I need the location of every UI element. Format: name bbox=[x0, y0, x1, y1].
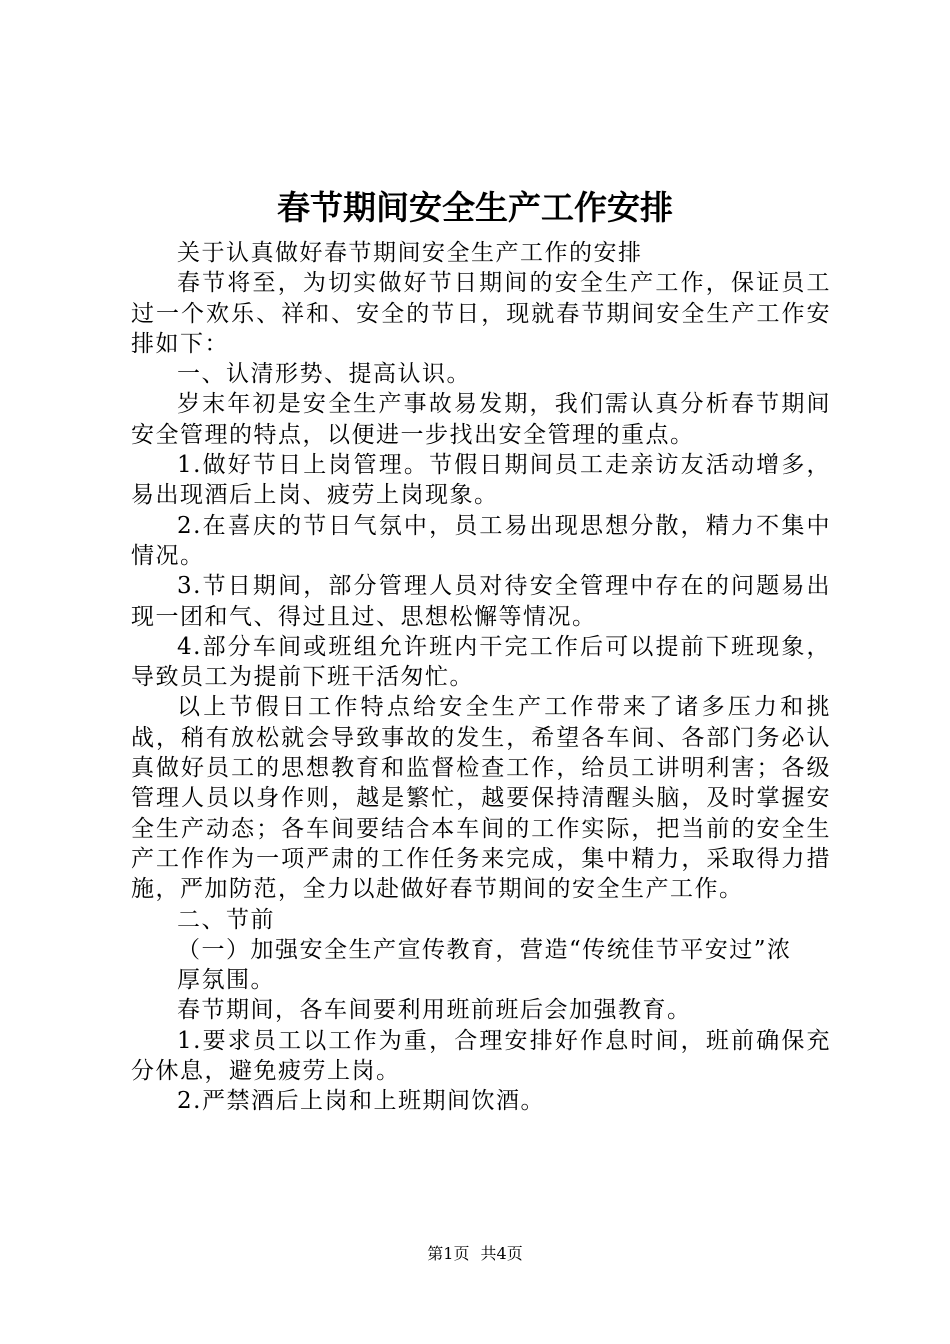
list-item: 2.严禁酒后上岗和上班期间饮酒。 bbox=[177, 1088, 545, 1115]
page-total: 共4页 bbox=[480, 1244, 523, 1263]
document-body bbox=[131, 238, 831, 1117]
intro-paragraph: 春节将至，为切实做好节日期间的安全生产工作，保证员工过一个欢乐、祥和、安全的节日，现就春节期间安全生产工作安排如下： bbox=[131, 270, 831, 357]
subsection-heading: （一）加强安全生产宣传教育，营造“传统佳节平安过”浓 bbox=[177, 936, 792, 963]
section-heading-1: 一、认清形势、提高认识。 bbox=[177, 361, 471, 388]
list-item: 3.节日期间，部分管理人员对待安全管理中存在的问题易出现一团和气、得过且过、思想松懈等情况。 bbox=[131, 573, 831, 630]
list-item: 1.做好节日上岗管理。节假日期间员工走亲访友活动增多，易出现酒后上岗、疲劳上岗现象。 bbox=[131, 452, 831, 509]
list-item: 2.在喜庆的节日气氛中，员工易出现思想分散，精力不集中情况。 bbox=[131, 512, 831, 569]
paragraph: 以上节假日工作特点给安全生产工作带来了诸多压力和挑战，稍有放松就会导致事故的发生，希望各车间、各部门务必认真做好员工的思想教育和监督检查工作，给员工讲明利害；各级管理人员以身作则，越是繁忙，越要保持清醒头脑，及时掌握安全生产动态；各车间要结合本车间的工作实际，把当前的安全生产工作作为一项严肃的工作任务来完成，集中精力，采取得力措施，严加防范，全力以赴做好春节期间的安全生产工作。 bbox=[131, 694, 831, 903]
list-item: 4.部分车间或班组允许班内干完工作后可以提前下班现象，导致员工为提前下班干活匆忙。 bbox=[131, 633, 831, 691]
subtitle-paragraph: 关于认真做好春节期间安全生产工作的安排 bbox=[177, 240, 643, 266]
page-number: 第1页 bbox=[427, 1244, 470, 1263]
document-title: 春节期间安全生产工作安排 bbox=[277, 188, 673, 227]
paragraph: 春节期间，各车间要利用班前班后会加强教育。 bbox=[177, 997, 692, 1024]
subsection-heading-continued: 厚氛围。 bbox=[177, 967, 275, 994]
list-item: 1.要求员工以工作为重，合理安排好作息时间，班前确保充分休息，避免疲劳上岗。 bbox=[131, 1027, 831, 1085]
page-footer bbox=[0, 1244, 950, 1264]
section-heading-2: 二、节前 bbox=[177, 906, 275, 933]
paragraph: 岁末年初是安全生产事故易发期，我们需认真分析春节期间安全管理的特点，以便进一步找出安全管理的重点。 bbox=[131, 391, 831, 448]
